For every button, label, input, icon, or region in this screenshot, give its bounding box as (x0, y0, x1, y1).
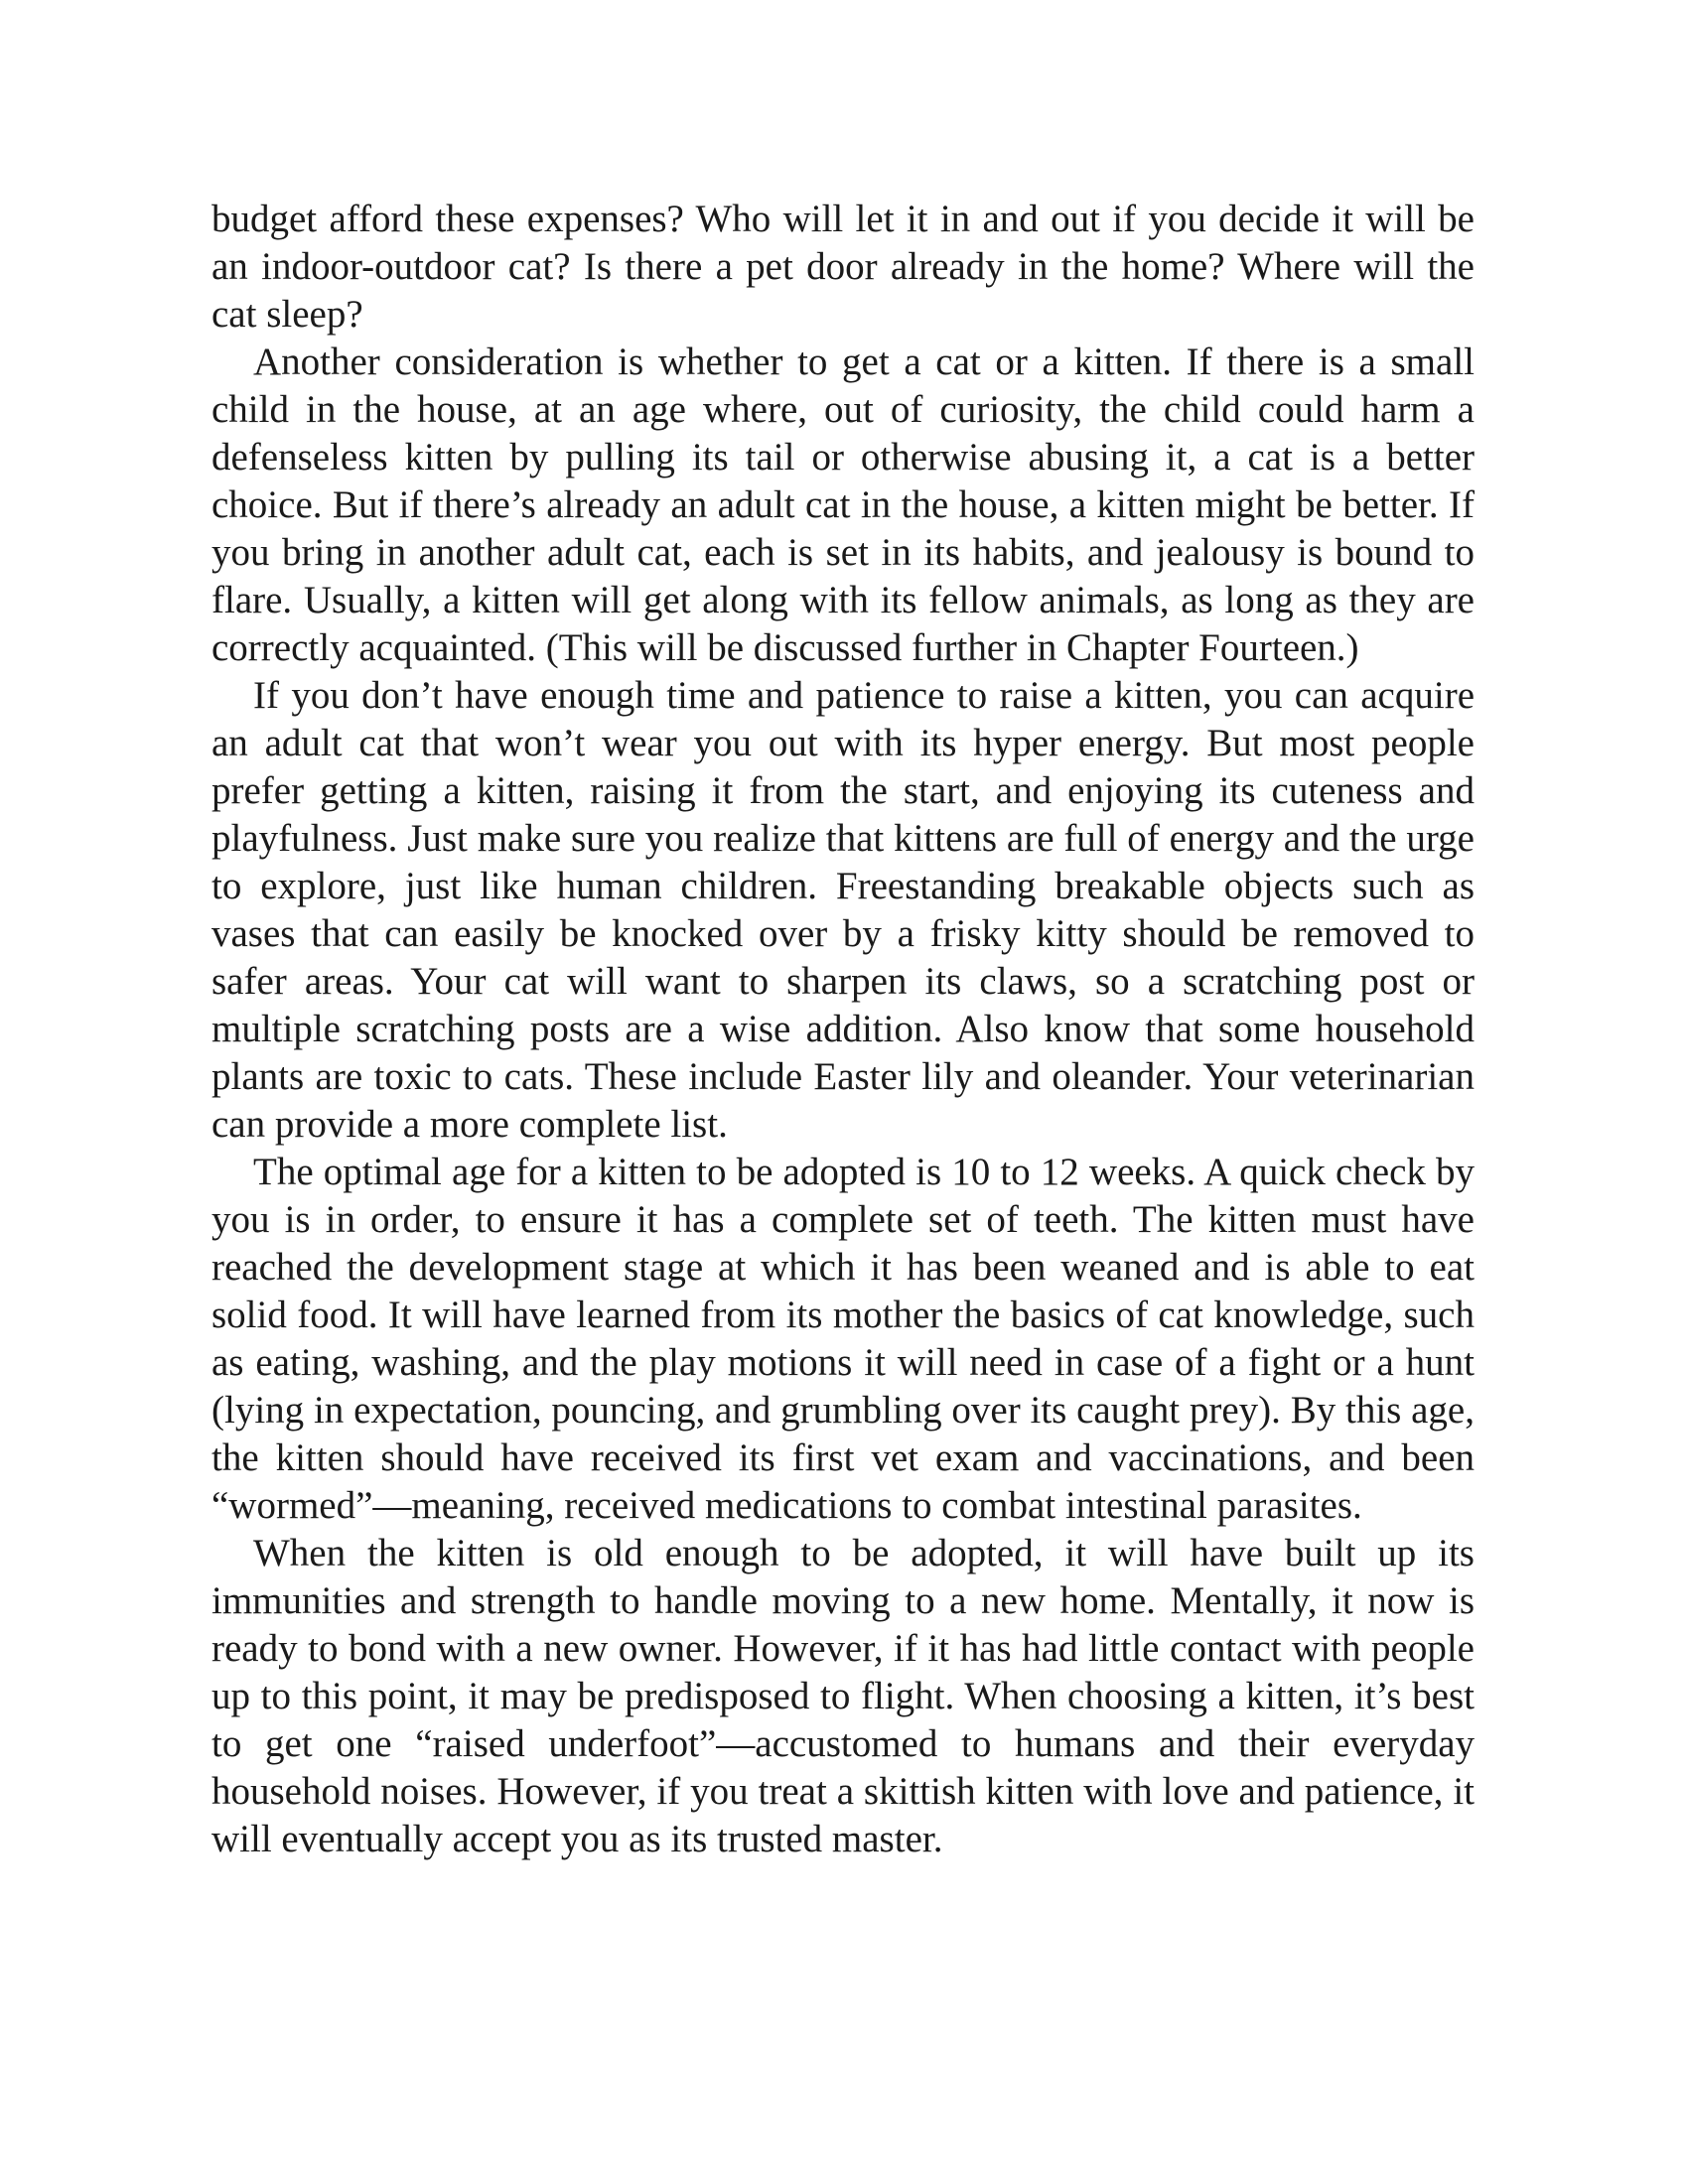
paragraph-optimal-age: The optimal age for a kitten to be adopted is 10 to 12 weeks. A quick check by you is in order, to ensure it has a complete set of teeth. The kitten must have reached the development stage at which it has been weaned and is able to eat solid food. It will have learned from its mother the basics of cat knowledge, such as eating, washing, and the play motions it will need in case of a fight or a hunt (lying in expectation, pouncing, and grumbling over its caught prey). By this age, the kitten should have received its first vet exam and vaccinations, and been “wormed”—meaning, received medications to combat intestinal parasites. (211, 1151, 1475, 1527)
body-text (211, 196, 1475, 1863)
paragraph-time-and-patience: If you don’t have enough time and patience to raise a kitten, you can acquire an adult cat that won’t wear you out with its hyper energy. But most people prefer getting a kitten, raising it from the start, and enjoying its cuteness and playfulness. Just make sure you realize that kittens are full of energy and the urge to explore, just like human children. Freestanding breakable objects such as vases that can easily be knocked over by a frisky kitty should be removed to safer areas. Your cat will want to sharpen its claws, so a scratching post or multiple scratching posts are a wise addition. Also know that some household plants are toxic to cats. These include Easter lily and oleander. Your veterinarian can provide a more complete list. (211, 674, 1475, 1146)
paragraph-cat-or-kitten: Another consideration is whether to get a cat or a kitten. If there is a small child in the house, at an age where, out of curiosity, the child could harm a defenseless kitten by pulling its tail or otherwise abusing it, a cat is a better choice. But if there’s already an adult cat in the house, a kitten might be better. If you bring in another adult cat, each is set in its habits, and jealousy is bound to flare. Usually, a kitten will get along with its fellow animals, as long as they are correctly acquainted. (This will be discussed further in Chapter Fourteen.) (211, 341, 1475, 669)
paragraph-continued: budget afford these expenses? Who will let it in and out if you decide it will be an indoor-outdoor cat? Is there a pet door already in the home? Where will the cat sleep? (211, 198, 1475, 336)
paragraph-adoption-readiness: When the kitten is old enough to be adopted, it will have built up its immunities and strength to handle moving to a new home. Mentally, it now is ready to bond with a new owner. However, if it has had little contact with people up to this point, it may be predisposed to flight. When choosing a kitten, it’s best to get one “raised underfoot”—accustomed to humans and their everyday household noises. However, if you treat a skittish kitten with love and patience, it will eventually accept you as its trusted master. (211, 1532, 1475, 1860)
